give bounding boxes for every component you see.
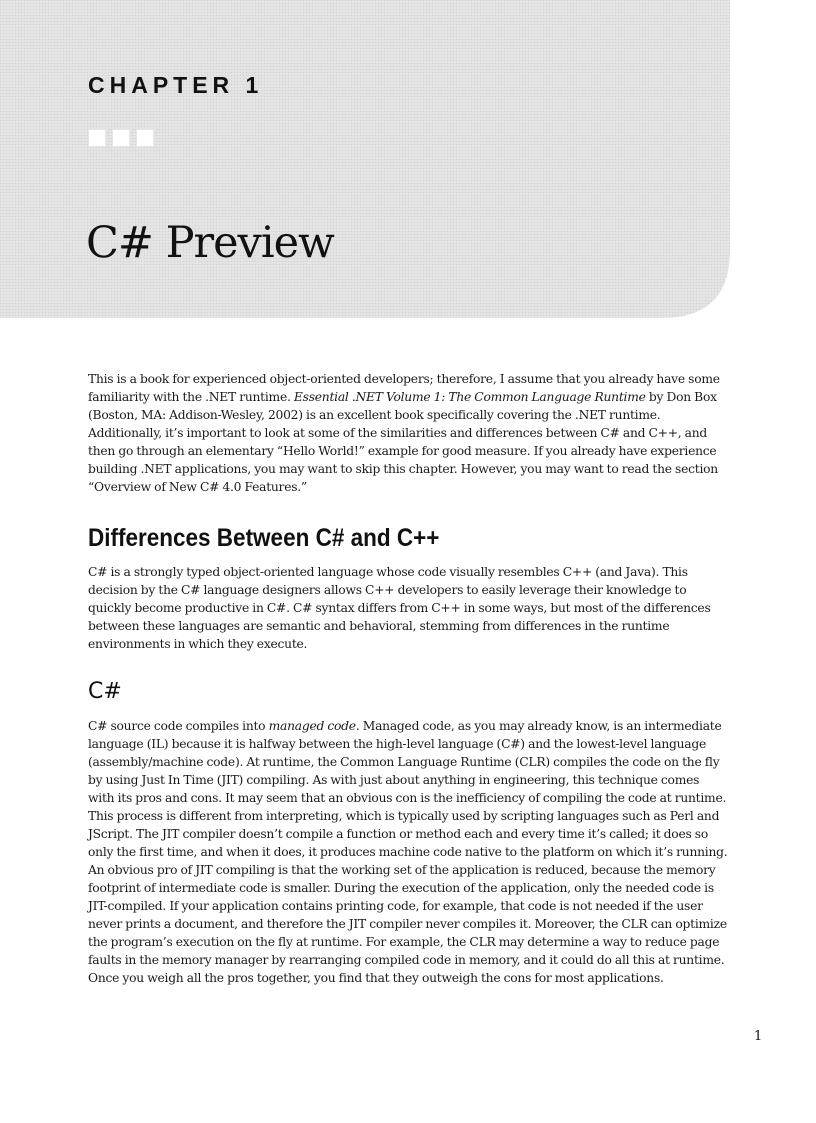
- chapter-title: C# Preview: [86, 218, 334, 268]
- chapter-content: [88, 370, 728, 987]
- chapter-label: CHAPTER 1: [88, 72, 264, 98]
- chapter-banner: [0, 0, 816, 318]
- intro-text-end: by Don Box (Boston, MA: Addison-Wesley, 2002) is an excellent book specifically covering the .NET runtime. Additionally, it’s important to look at some of the similarities and differences between C# and C++, and then go through an elementary “Hello World!” example for good measure. If you already have experience building .NET applications, you may want to skip this chapter. However, you may want to read the section “Overview of New C# 4.0 Features.”: [88, 390, 718, 494]
- managed-code-term: managed code: [268, 719, 356, 733]
- page-number: 1: [754, 1029, 763, 1044]
- subsection-heading-csharp: C#: [88, 679, 122, 704]
- decorative-square: [88, 129, 106, 147]
- csharp-text-end: . Managed code, as you may already know, is an intermediate language (IL) because it is halfway between the high-level language (C#) and the lowest-level language (assembly/machine code). At runtime, the Common Language Runtime (CLR) compiles the code on the fly by using Just In Time (JIT) compiling. As with just about anything in engineering, this technique comes with its pros and cons. It may seem that an obvious con is the inefficiency of compiling the code at runtime. This process is different from interpreting, which is typically used by scripting languages such as Perl and JScript. The JIT compiler doesn’t compile a function or method each and every time it’s called; it does so only the first time, and when it does, it produces machine code native to the platform on which it’s running. An obvious pro of JIT compiling is that the working set of the application is reduced, because the memory footprint of intermediate code is smaller. During the execution of the application, only the needed code is JIT-compiled. If your application contains printing code, for example, that code is not needed if the user never prints a document, and therefore the JIT compiler never compiles it. Moreover, the CLR can optimize the program’s execution on the fly at runtime. For example, the CLR may determine a way to reduce page faults in the memory manager by rearranging compiled code in memory, and it could do all this at runtime. Once you weigh all the pros together, you find that they outweigh the cons for most applications.: [88, 719, 728, 985]
- intro-text-start: This is a book for experienced object-oriented developers; therefore, I assume that you already have some familiarity with the .NET runtime.: [88, 372, 720, 404]
- intro-paragraph: [88, 370, 728, 496]
- chapter-banner-background: [0, 0, 816, 318]
- section-heading-differences: Differences Between C# and C++: [88, 524, 440, 552]
- csharp-text-start: C# source code compiles into: [88, 719, 269, 733]
- csharp-paragraph: [88, 717, 728, 987]
- decorative-square: [112, 129, 130, 147]
- decorative-square: [136, 129, 154, 147]
- differences-paragraph: C# is a strongly typed object-oriented language whose code visually resembles C++ (and Java). This decision by the C# language designers allows C++ developers to easily leverage their knowledge to quickly become productive in C#. C# syntax differs from C++ in some ways, but most of the differences between these languages are semantic and behavioral, stemming from differences in the runtime environments in which they execute.: [88, 565, 711, 651]
- intro-book-title: Essential .NET Volume 1: The Common Language Runtime: [293, 390, 646, 404]
- chapter-decoration: [88, 129, 154, 147]
